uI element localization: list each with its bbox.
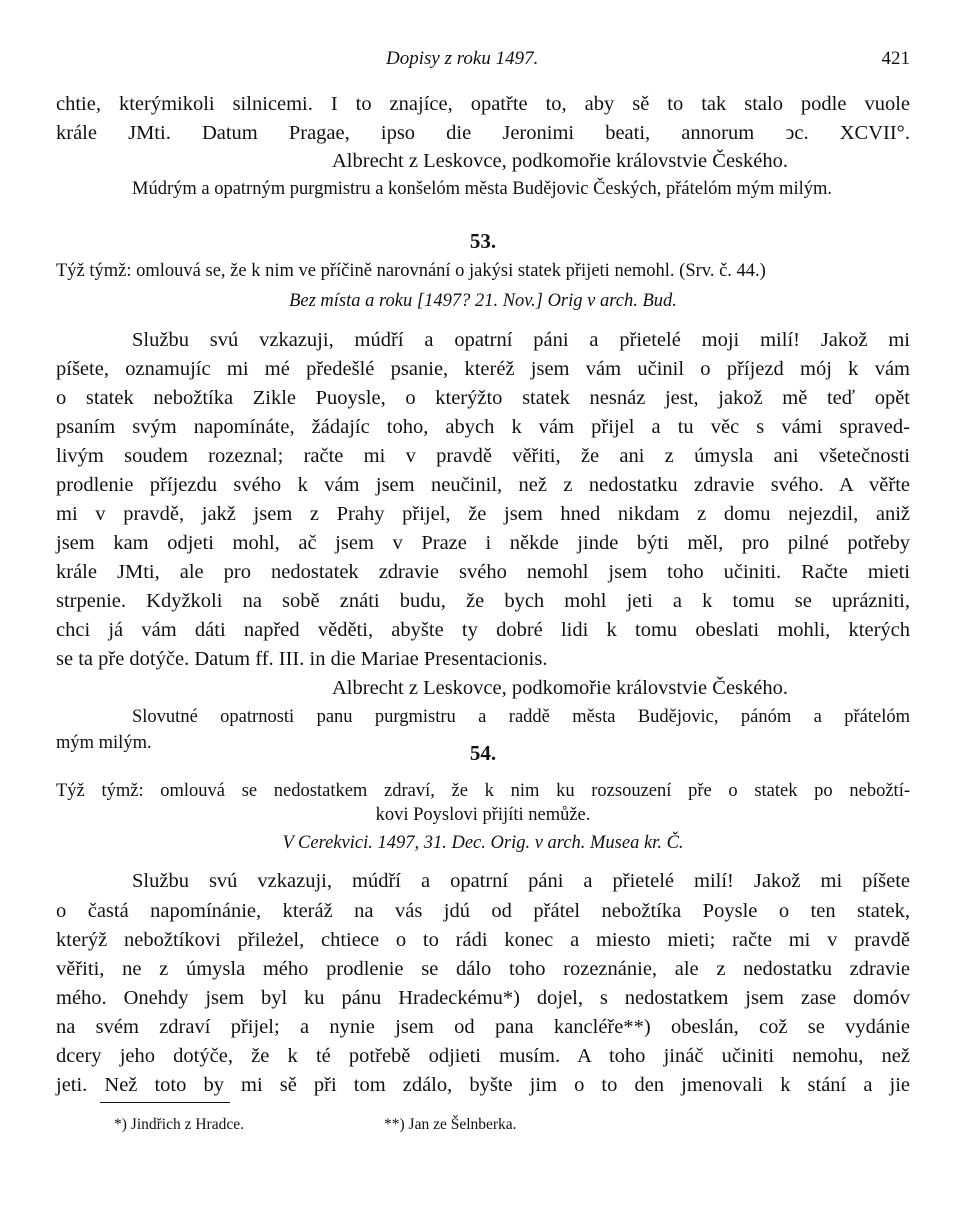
text-line: chci já vám dáti napřed věděti, abyšte ty dobré lidi k tomu obeslati mohli, kterých (56, 619, 910, 641)
text-line: Službu svú vzkazuji, múdří a opatrní páni a přietelé moji milí! Jakož mi (132, 329, 910, 351)
signature: Albrecht z Leskovce, podkomořie královstvie Českého. (332, 150, 788, 172)
page-number: 421 (881, 48, 910, 69)
text-line: mého. Onehdy jsem byl ku pánu Hradeckému*) dojel, s nedostatkem jsem zase domóv (56, 987, 910, 1009)
letter-summary: Týž týmž: omlouvá se, že k nim ve příčině narovnání o jakýsi statek přijeti nemohl. (Srv. č. 44.) (56, 261, 766, 281)
letter-source: V Cerekvici. 1497, 31. Dec. Orig. v arch. Musea kr. Č. (282, 833, 684, 853)
text-line: se ta pře dotýče. Datum ff. III. in die Mariae Presentacionis. (56, 648, 548, 670)
letter-number: 54. (469, 741, 497, 765)
running-title: Dopisy z roku 1497. (386, 48, 539, 69)
text-line: livým soudem rozeznal; račte mi v pravdě věřiti, že ani z úmysla ani všetečnosti (56, 445, 910, 467)
letter-summary: kovi Poyslovi přijíti nemůže. (375, 805, 591, 825)
text-line: kterýž nebožtíkovi přileżel, chtiece o to rádi konec a miesto mieti; račte mi v pravdě (56, 929, 910, 951)
letter-source: Bez místa a roku [1497? 21. Nov.] Orig v arch. Bud. (289, 291, 677, 311)
text-line: jeti. Než toto by mi sě při tom zdálo, byšte jim o to den jmenovali k stání a jie (56, 1074, 910, 1096)
text-line: na svém zdraví přijel; a nynie jsem od pana kancléře**) obeslán, což se vydánie (56, 1016, 910, 1038)
footnote: **) Jan ze Šelnberka. (384, 1116, 517, 1133)
text-line: chtie, kterýmikoli silnicemi. I to znajíce, opatřte to, aby sě to tak stalo podle vuole (56, 93, 910, 115)
text-line: jsem kam odjeti mohl, ač jsem v Praze i někde jinde býti měl, pro pilné potřeby (56, 532, 910, 554)
letter-summary: Týž týmž: omlouvá se nedostatkem zdraví, že k nim ku rozsouzení pře o statek po nebožtí- (56, 781, 910, 801)
text-line: dcery jeho dotýče, že k té potřebě odjieti musím. A toho jináč učiniti nemohu, než (56, 1045, 910, 1067)
text-line: Službu svú vzkazuji, múdří a opatrní páni a přietelé milí! Jakož mi píšete (132, 870, 910, 892)
text-line: strpenie. Kdyžkoli na sobě znáti budu, že bych mohl jeti a k tomu se uprázniti, (56, 590, 910, 612)
address-line: mým milým. (56, 733, 152, 753)
text-line: o častá napomínánie, kteráž na vás jdú od přátel nebožtíka Poysle o ten statek, (56, 900, 910, 922)
footnote: *) Jindřich z Hradce. (114, 1116, 244, 1133)
text-line: píšete, oznamujíc mi mé předešlé psanie, kteréž jsem vám učinil o příjezd mój k vám (56, 358, 910, 380)
text-line: krále JMti. Datum Pragae, ipso die Jeronimi beati, annorum ͻc. XCVII°. (56, 122, 910, 144)
signature: Albrecht z Leskovce, podkomořie královstvie Českého. (332, 677, 788, 699)
text-line: krále JMti, ale pro nedostatek zdravie svého nemohl jsem toho učiniti. Račte mieti (56, 561, 910, 583)
text-line: prodlenie příjezdu svého k vám jsem neučinil, než z nedostatku zdravie svého. A věřte (56, 474, 910, 496)
letter-number: 53. (469, 229, 497, 253)
address-line: Slovutné opatrnosti panu purgmistru a raddě města Budějovic, pánóm a přátelóm (132, 707, 910, 727)
address: Múdrým a opatrným purgmistru a konšelóm města Budějovic Českých, přátelóm mým milým. (132, 179, 832, 199)
text-line: psaním svým napomínáte, žádajíc toho, abych k vám přijel a tu věc s vámi spraved- (56, 416, 910, 438)
text-line: věřiti, ne z úmysla mého prodlenie se dálo toho rozeznánie, ale z nedostatku zdravie (56, 958, 910, 980)
text-line: o statek nebožtíka Zikle Puoysle, o kterýžto statek nesnáz jest, jakož mě teď opět (56, 387, 910, 409)
text-line: mi v pravdě, jakž jsem z Prahy přijel, že jsem hned nikdam z domu nejezdil, aniž (56, 503, 910, 525)
footnote-rule (100, 1102, 230, 1103)
